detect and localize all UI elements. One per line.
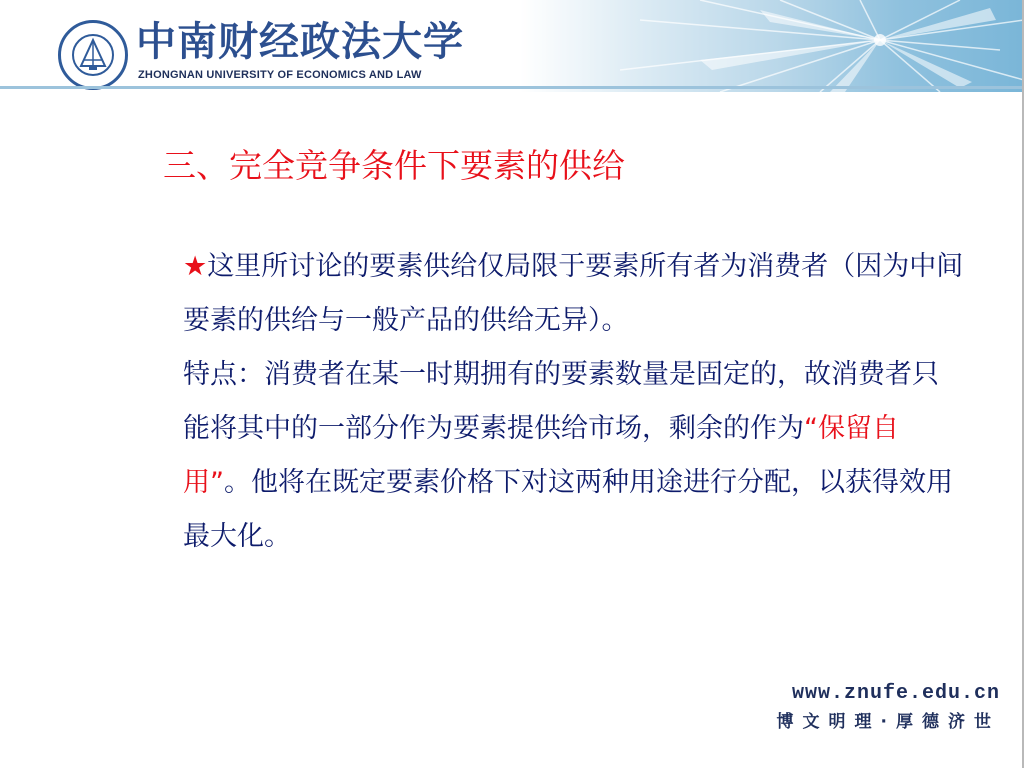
star-bullet-icon: ★: [183, 251, 208, 282]
header-banner: [0, 0, 1024, 92]
paragraph-features-text: 特点：消费者在某一时期拥有的要素数量是固定的，故消费者只能将其中的一部分作为要素提供给市场，剩余的作为: [183, 359, 939, 444]
university-seal-icon: [58, 20, 128, 90]
university-name-en: ZHONGNAN UNIVERSITY OF ECONOMICS AND LAW: [138, 69, 422, 81]
highlight-self-use: “保留自用”: [183, 413, 899, 498]
banner-divider: [0, 86, 1024, 89]
footer-url: www.znufe.edu.cn: [791, 682, 1000, 705]
slide-title: 三、完全竞争条件下要素的供给: [163, 146, 625, 185]
slide-body: [135, 240, 965, 564]
paragraph-definition: [135, 240, 965, 348]
paragraph-definition-text: 这里所讨论的要素供给仅局限于要素所有者为消费者（因为中间要素的供给与一般产品的供给无异）。: [183, 251, 964, 336]
footer-motto: 博文明理·厚德济世: [776, 712, 1000, 732]
university-name-cn: 中南财经政法大学: [136, 18, 464, 65]
paragraph-features: [135, 348, 965, 564]
paragraph-features-conclusion: 。他将在既定要素价格下对这两种用途进行分配，以获得效用最大化。: [183, 467, 953, 552]
